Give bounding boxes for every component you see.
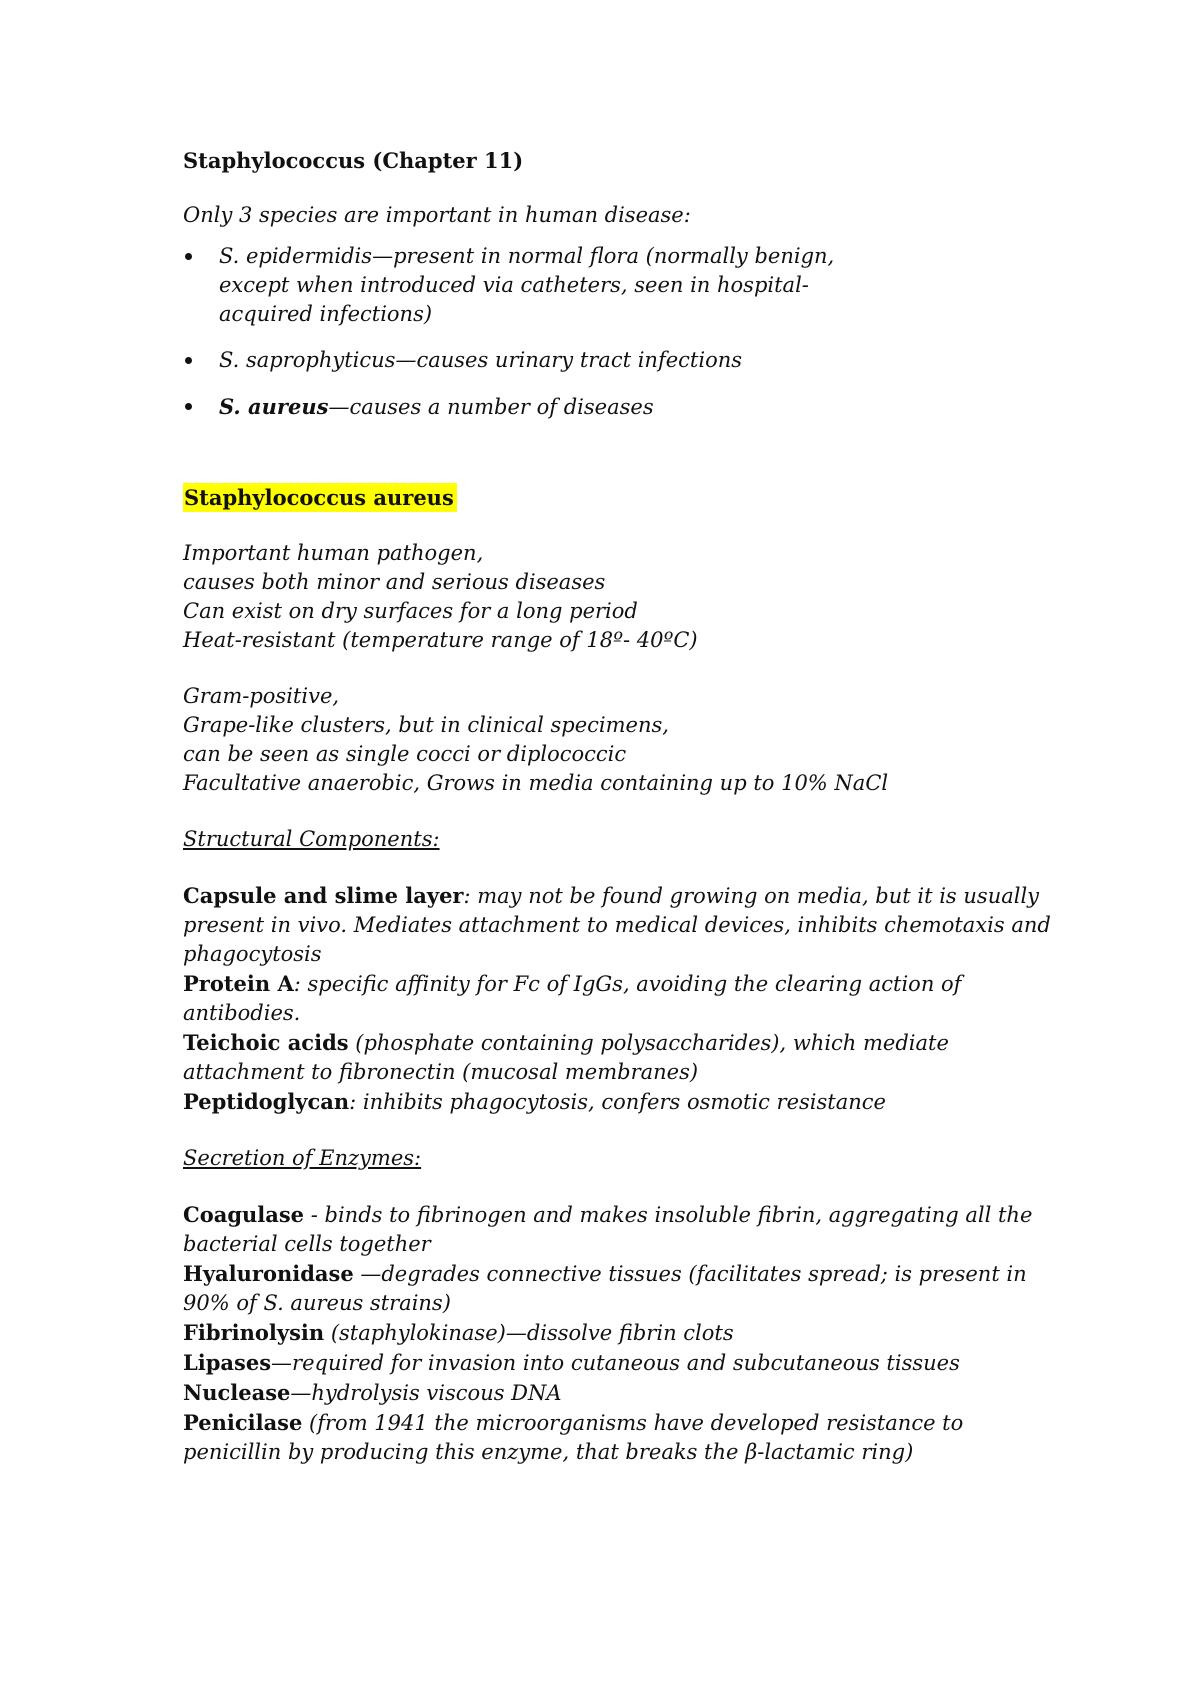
species-desc: —present in normal flora (normally benign, except when introduced via catheters, seen in hospital-acquired infections) bbox=[219, 244, 835, 326]
species-desc: —causes a number of diseases bbox=[328, 395, 654, 419]
structural-item bbox=[183, 1028, 1053, 1087]
term: Capsule and slime layer bbox=[183, 883, 464, 908]
list-item bbox=[183, 346, 839, 375]
enzymes-list bbox=[183, 1200, 1053, 1467]
enzyme-item bbox=[183, 1378, 1053, 1408]
term-desc: —degrades connective tissues (facilitates spread; is present in 90% of S. aureus strains) bbox=[183, 1262, 1027, 1315]
enzymes-heading: Secretion of Enzymes: bbox=[183, 1146, 422, 1170]
term-desc: (from 1941 the microorganisms have developed resistance to penicillin by producing this enzyme, that breaks the β-lactamic ring) bbox=[183, 1411, 964, 1464]
structural-heading: Structural Components: bbox=[183, 827, 440, 851]
highlighted-heading: Staphylococcus aureus bbox=[183, 483, 457, 512]
trait-line: Heat-resistant (temperature range of 18º- 40ºC) bbox=[183, 628, 698, 652]
term-desc: —required for invasion into cutaneous and subcutaneous tissues bbox=[271, 1351, 960, 1375]
trait-line: Gram-positive, bbox=[183, 684, 340, 708]
enzyme-item bbox=[183, 1408, 1053, 1467]
species-list bbox=[183, 242, 1053, 422]
traits-block-1 bbox=[183, 539, 1053, 655]
species-name: S. saprophyticus bbox=[219, 348, 396, 372]
trait-line: Facultative anaerobic, Grows in media containing up to 10% NaCl bbox=[183, 771, 889, 795]
term: Lipases bbox=[183, 1350, 272, 1375]
trait-line: causes both minor and serious diseases bbox=[183, 570, 606, 594]
traits-block-2 bbox=[183, 682, 1053, 798]
term-desc: : may not be found growing on media, but it is usually present in vivo. Mediates attachment to medical devices, inhibits chemotaxis and phagocytosis bbox=[183, 884, 1051, 966]
structural-item bbox=[183, 1087, 1053, 1117]
term-desc: : inhibits phagocytosis, confers osmotic resistance bbox=[349, 1090, 886, 1114]
term: Teichoic acids bbox=[183, 1030, 349, 1055]
term-desc: - binds to fibrinogen and makes insoluble fibrin, aggregating all the bacterial cells together bbox=[183, 1203, 1033, 1256]
trait-line: can be seen as single cocci or diplococcic bbox=[183, 742, 627, 766]
enzyme-item bbox=[183, 1348, 1053, 1378]
term: Protein A bbox=[183, 971, 294, 996]
enzyme-item bbox=[183, 1318, 1053, 1348]
enzyme-item bbox=[183, 1200, 1053, 1259]
term: Peptidoglycan bbox=[183, 1089, 350, 1114]
term-desc: —hydrolysis viscous DNA bbox=[290, 1381, 562, 1405]
trait-line: Important human pathogen, bbox=[183, 541, 484, 565]
term: Penicilase bbox=[183, 1410, 303, 1435]
page-title: Staphylococcus (Chapter 11) bbox=[183, 148, 524, 173]
term: Coagulase bbox=[183, 1202, 305, 1227]
structural-item bbox=[183, 969, 1053, 1028]
list-item bbox=[183, 392, 839, 422]
species-name: S. epidermidis bbox=[219, 244, 373, 268]
trait-line: Can exist on dry surfaces for a long period bbox=[183, 599, 638, 623]
term: Nuclease bbox=[183, 1380, 291, 1405]
structural-list bbox=[183, 881, 1053, 1117]
species-desc: —causes urinary tract infections bbox=[395, 348, 743, 372]
term-desc: : specific affinity for Fc of IgGs, avoiding the clearing action of antibodies. bbox=[183, 972, 962, 1025]
enzyme-item bbox=[183, 1259, 1053, 1318]
species-name: S. aureus bbox=[219, 394, 329, 419]
term-desc: (phosphate containing polysaccharides), which mediate attachment to fibronectin (mucosal membranes) bbox=[183, 1031, 949, 1084]
term: Hyaluronidase bbox=[183, 1261, 354, 1286]
document-body bbox=[183, 146, 1053, 1467]
term: Fibrinolysin bbox=[183, 1320, 325, 1345]
trait-line: Grape-like clusters, but in clinical specimens, bbox=[183, 713, 669, 737]
list-item bbox=[183, 242, 839, 329]
intro-text: Only 3 species are important in human disease: bbox=[183, 203, 691, 227]
structural-item bbox=[183, 881, 1053, 969]
term-desc: (staphylokinase)—dissolve fibrin clots bbox=[324, 1321, 734, 1345]
